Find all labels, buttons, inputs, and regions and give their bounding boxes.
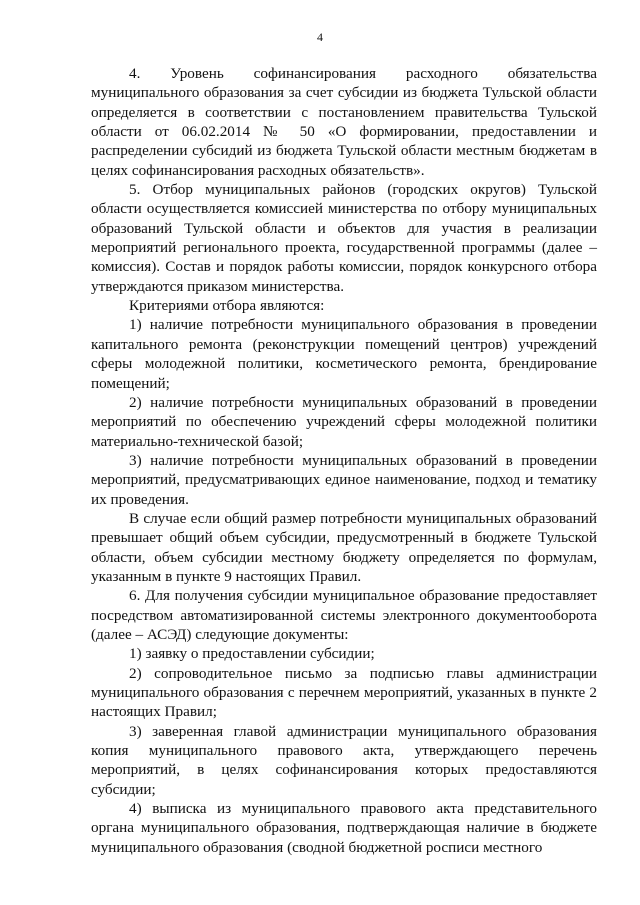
page-number: 4 bbox=[317, 30, 323, 44]
paragraph-4-cofinancing-level: 4. Уровень софинансирования расходного обязательства муниципального образования за счет субсидии из бюджета Тульской области определяется в соответствии с постановлением правительства Тульской области от 06.02.2014 № 50 «О формировании, предоставлении и распределении субсидий из бюджета Тульской области местным бюджетам в целях софинансирования расходных обязательств». bbox=[91, 65, 597, 179]
document-item-3: 3) заверенная главой администрации муниципального образования копия муниципального правового акта, утверждающего перечень мероприятий, в целях софинансирования которых предоставляются субсидии; bbox=[91, 722, 597, 798]
paragraph-6-documents: 6. Для получения субсидии муниципальное образование предоставляет посредством автоматизированной системы электронного документооборота (далее – АСЭД) следующие документы: bbox=[91, 587, 597, 643]
criterion-2: 2) наличие потребности муниципальных образований в проведении мероприятий по обеспечению учреждений сферы молодежной политики материально-технической базой; bbox=[91, 393, 597, 450]
paragraph-5-selection: 5. Отбор муниципальных районов (городских округов) Тульской области осуществляется комиссией министерства по отбору муниципальных образований Тульской области и объектов для участия в реализации мероприятий регионального проекта, государственной программы (далее – комиссия). Состав и порядок работы комиссии, порядок конкурсного отбора утверждаются приказом министерства. bbox=[91, 181, 597, 295]
document-item-2: 2) сопроводительное письмо за подписью главы администрации муниципального образования с перечнем мероприятий, указанных в пункте 2 настоящих Правил; bbox=[91, 664, 597, 721]
document-body bbox=[91, 64, 597, 857]
document-item-4: 4) выписка из муниципального правового акта представительного органа муниципального образования, подтверждающая наличие в бюджете муниципального образования (сводной бюджетной росписи местного bbox=[91, 800, 597, 856]
criterion-3: 3) наличие потребности муниципальных образований в проведении мероприятий, предусматривающих единое наименование, подход и тематику их проведения. bbox=[91, 451, 597, 508]
document-item-1: 1) заявку о предоставлении субсидии; bbox=[129, 645, 375, 663]
paragraph-excess-demand: В случае если общий размер потребности муниципальных образований превышает общий объем субсидии, предусмотренный в бюджете Тульской области, объем субсидии местному бюджету определяется по формулам, указанным в пункте 9 настоящих Правил. bbox=[91, 509, 597, 585]
criterion-1: 1) наличие потребности муниципального образования в проведении капитального ремонта (реконструкции помещений центров) учреждений сферы молодежной политики, косметического ремонта, брендирование помещений; bbox=[91, 316, 597, 392]
criteria-heading: Критериями отбора являются: bbox=[129, 297, 325, 315]
